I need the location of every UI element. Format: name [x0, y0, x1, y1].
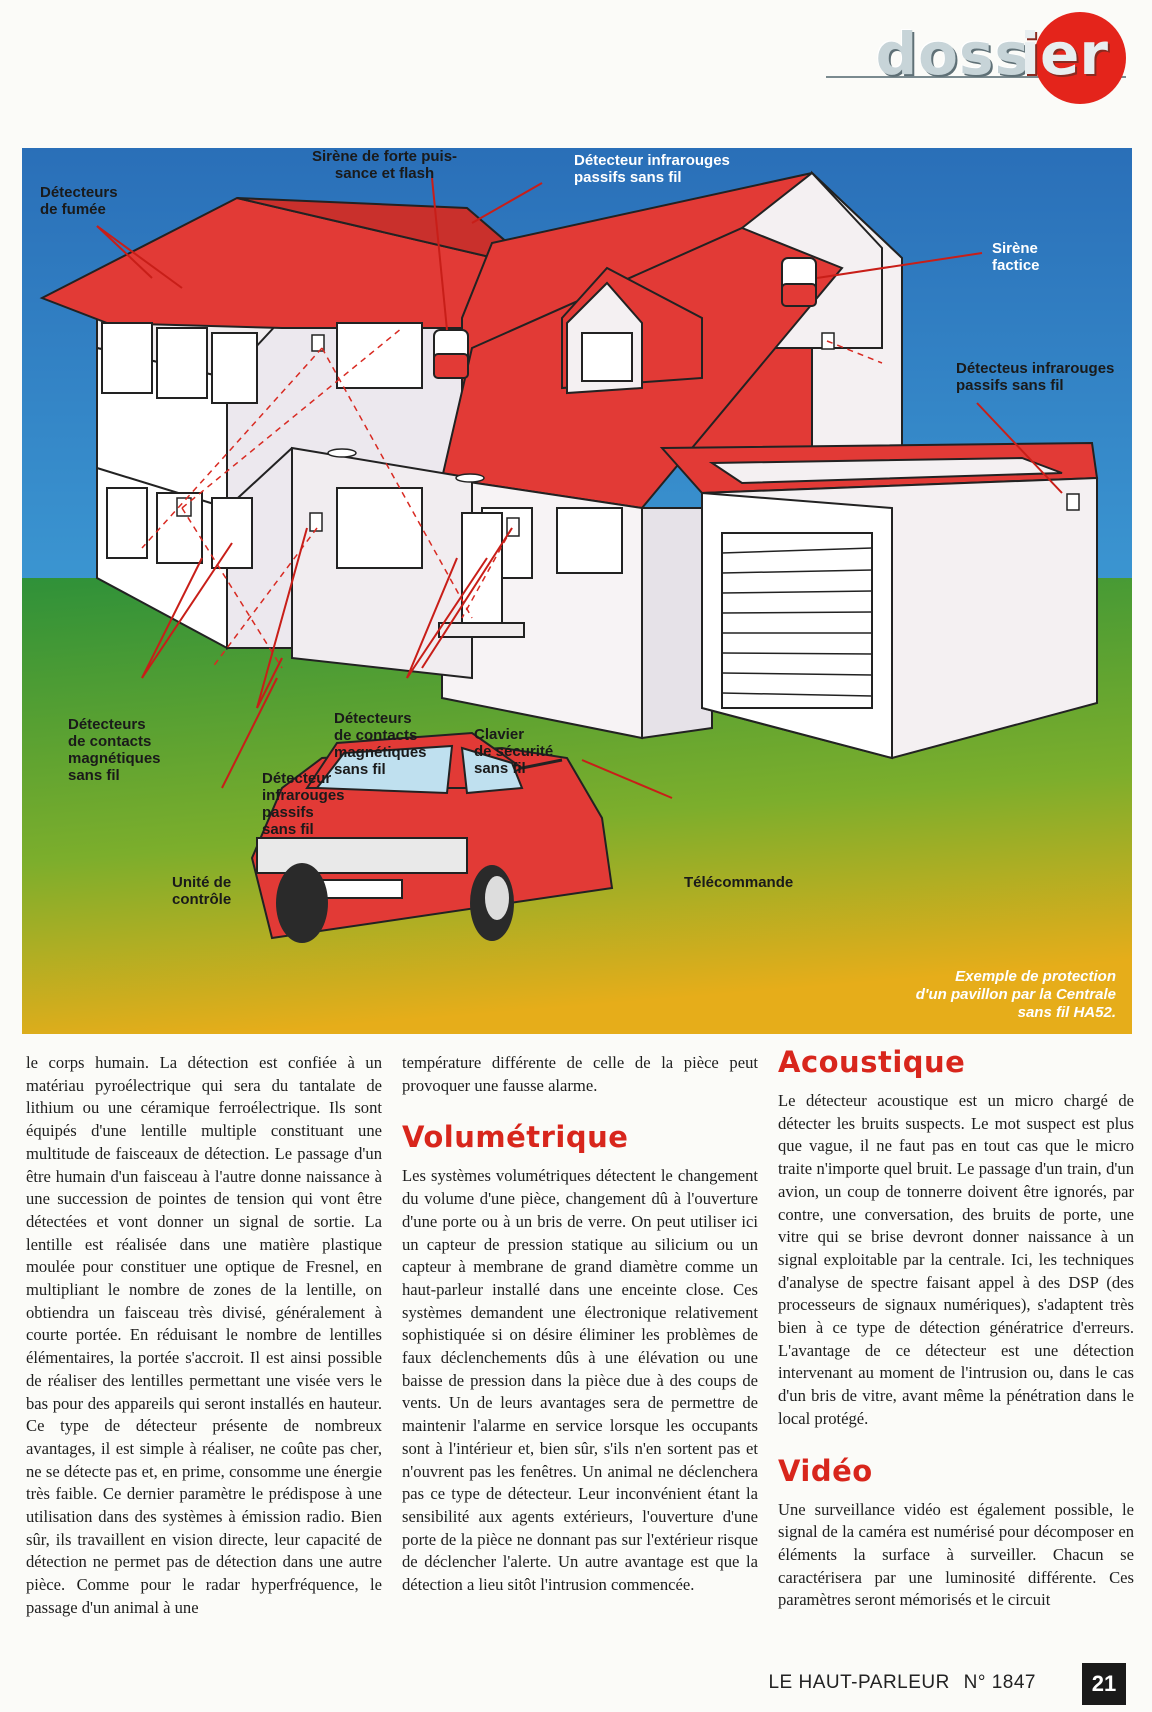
label-pir-right: Détecteus infrarouges passifs sans fil	[956, 360, 1115, 394]
figure-caption: Exemple de protection d'un pavillon par la Centrale sans fil HA52.	[915, 968, 1116, 1021]
paragraph-infrared-end: température différente de celle de la pièce peut provoquer une fausse alarme.	[402, 1053, 758, 1095]
logo-text-part-1: doss	[875, 20, 1030, 88]
label-magnetic-contacts-left: Détecteurs de contacts magnétiques sans fil	[68, 716, 161, 784]
paragraph-video: Une surveillance vidéo est également possible, le signal de la caméra est numérisé pour décomposer en éléments la surface à surveiller. Chacun se caractérisera par une luminosité différente. Ces paramètres seront mémorisés et le circuit	[778, 1499, 1134, 1610]
magazine-name: LE HAUT-PARLEUR	[768, 1672, 950, 1693]
label-smoke-detectors: Détecteurs de fumée	[40, 184, 118, 218]
label-pir-mid: Détecteur infrarouges passifs sans fil	[262, 770, 345, 838]
paragraph-volumetrique: Les systèmes volumétriques détectent le changement du volume d'une pièce, changement dû à l'ouverture d'une porte ou à un bris de verre. On peut utiliser ici un capteur de pression statique au silicium ou un capteur à membrane de grand diamètre comme un haut-parleur installé dans une enceinte close. Ces systèmes demandent une électronique relativement sophistiquée si on désire éliminer les problèmes de faux déclenchements dûs à une élévation ou une baisse de pression dans la pièce due à des coups de vents. Un de leurs avantages sera de permettre de maintenir l'alarme en service lorsque les occupants sont à l'intérieur et, bien sûr, s'ils n'en sortent pas et n'ouvrent pas les fenêtres. Un animal ne déclenchera pas ce type de détecteur. Leur inconvénient étant la sensibilité aux agents extérieurs, l'ouverture d'une porte de la pièce ne donnant pas sur l'extérieur risque de déclencher l'alerte. Un autre avantage est que la détection a lieu sitôt l'intrusion commencée.	[402, 1166, 758, 1595]
paragraph-acoustique: Le détecteur acoustique est un micro chargé de détecter les bruits suspects. Le mot suspect est plus que vague, il ne faut pas en tout cas que le micro traite n'importe quel bruit. Le passage d'un train, d'un avion, un coup de tonnerre doivent être ignorés, par contre, une conversation, des bruits de porte, une vitre qui se brise devront donner naissance à un signal exploitable par la centrale. Ici, les techniques d'analyse de spectre faisant appel à des DSP (des processeurs de signaux numériques), s'adaptent très bien à ce type de détection génératrice d'erreurs. L'avantage de ce détecteur est une détection intervenant au moment de l'intrusion ou, dans le cas d'un bris de vitre, avant même la pénétration dans le local protégé.	[778, 1091, 1134, 1428]
logo-text-part-2: ier	[1020, 20, 1108, 88]
heading-volumetrique: Volumétrique	[402, 1120, 629, 1155]
label-magnetic-contacts-mid: Détecteurs de contacts magnétiques sans fil	[334, 710, 427, 778]
garage-door	[722, 533, 872, 708]
paragraph-infrared: le corps humain. La détection est confiée à un matériau pyroélectrique qui sera du tantalate de lithium ou une céramique ferroélectrique. Ils sont équipés d'une lentille multiple constituant une multitude de faisceaux de détection. Le passage d'un être humain d'un faisceau à l'autre donne naissance à une succession de pointes de tension qui vont être détectées et vont donner un signal de sortie. La lentille est réalisée dans une matière plastique moulée pour constituer une optique de Fresnel, en multipliant le nombre de zones de la lentille, on obtiendra un faisceau très divisé, généralement à courte portée. En réduisant le nombre de lentilles élémentaires, la portée s'accroit. Il est ainsi possible de réaliser des lentilles permettant une visée vers le bas pour des appareils qui seront installés en hauteur. Ce type de détecteur présente de nombreux avantages, il est simple à réaliser, ne coûte pas cher, ne se détecte pas et, en prime, consomme une énergie très faible. Ce dernier paramètre le prédispose à une utilisation dans des systèmes à émission radio. Bien sûr, ils travaillent en vision directe, leur capacité de détection ne permet pas de détection dans une autre pièce. Comme pour le radar hyperfréquence, le passage d'un animal à une	[26, 1053, 382, 1617]
house-alarm-illustration	[22, 148, 1132, 1034]
label-pir-top: Détecteur infrarouges passifs sans fil	[574, 152, 730, 186]
article-column-2	[402, 1052, 758, 1597]
label-siren-flash: Sirène de forte puis- sance et flash	[312, 148, 458, 182]
article-column-1	[26, 1052, 382, 1620]
heading-video: Vidéo	[778, 1453, 873, 1488]
label-control-unit: Unité de contrôle	[172, 874, 232, 908]
article-column-3	[778, 1045, 1134, 1612]
page-number: 21	[1082, 1663, 1126, 1705]
page-footer	[768, 1672, 1036, 1694]
section-logo	[826, 12, 1126, 102]
label-remote: Télécommande	[684, 874, 794, 891]
label-dummy-siren: Sirène factice	[992, 240, 1040, 274]
label-keypad: Clavier de sécurité sans fil	[474, 726, 554, 777]
issue-number: N° 1847	[963, 1672, 1036, 1693]
heading-acoustique: Acoustique	[778, 1045, 966, 1079]
